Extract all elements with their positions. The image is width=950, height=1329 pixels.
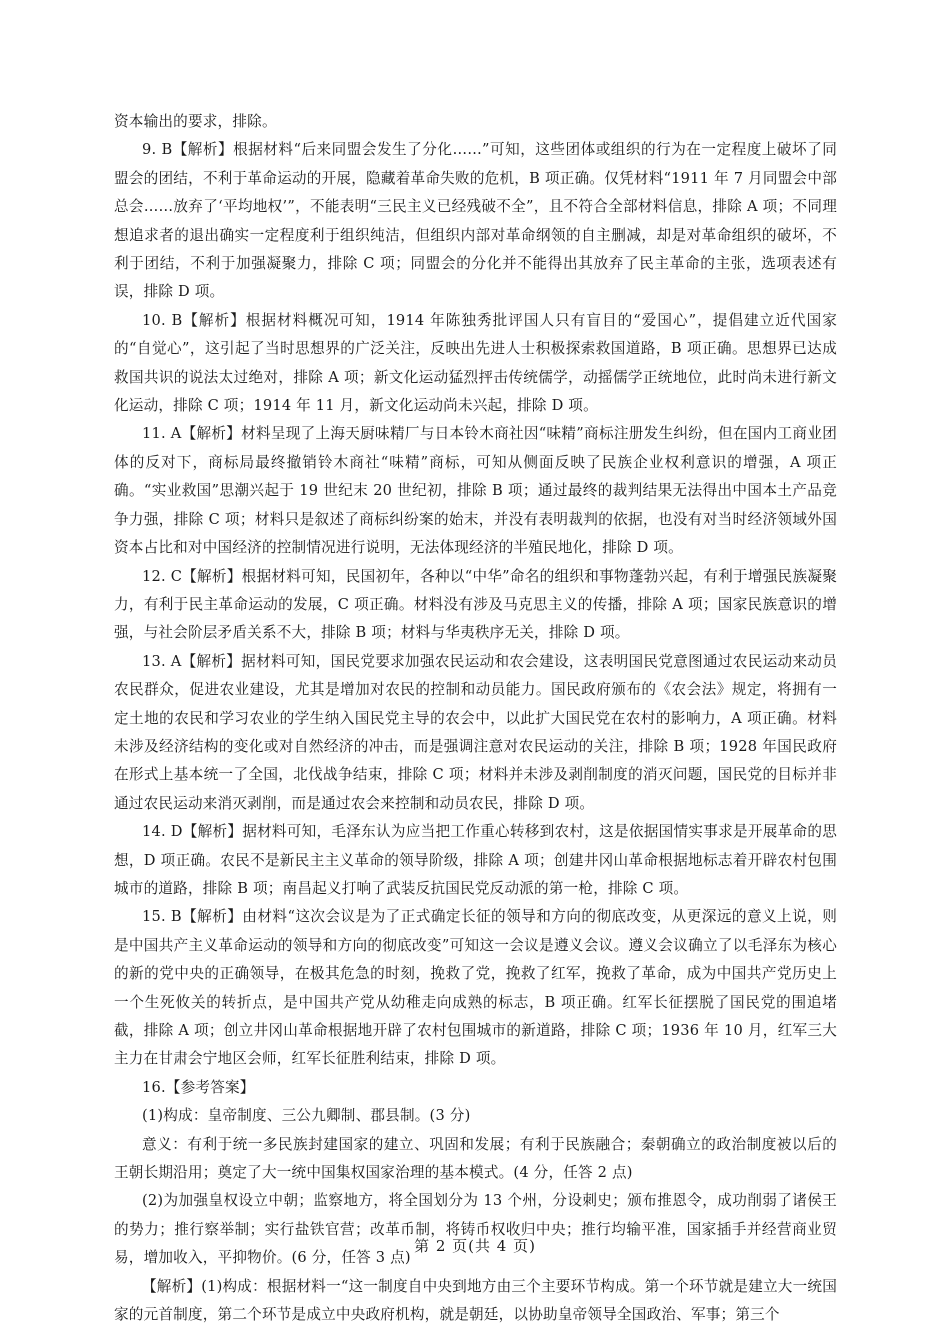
paragraph-answer-16-analysis: 【解析】(1)构成：根据材料一“这一制度自中央到地方由三个主要环节构成。第一个环节就是建立大一统国家的元首制度，第二个环节是成立中央政府机构，就是朝廷，以协助皇帝领导全国政治、军事；第三个 [114, 1277, 837, 1324]
paragraph-0: 资本输出的要求，排除。 [114, 113, 277, 130]
paragraph-answer-10: 10. B【解析】根据材料概况可知，1914 年陈独秀批评国人只有盲目的“爱国心”，提倡建立近代国家的“自觉心”，这引起了当时思想界的广泛关注，反映出先进人士积极探索救国道路，B 项正确。思想界已达成救国共识的说法太过绝对，排除 A 项；新文化运动猛烈抨击传统儒学，动摇儒学正统地位，此时尚未进行新文化运动，排除 C 项；1914 年 11 月，新文化运动尚未兴起，排除 D 项。 [114, 311, 837, 415]
paragraph-answer-12: 12. C【解析】根据材料可知，民国初年，各种以“中华”命名的组织和事物蓬勃兴起，有利于增强民族凝聚力，有利于民主革命运动的发展，C 项正确。材料没有涉及马克思主义的传播，排除 A 项；国家民族意识的增强，与社会阶层矛盾关系不大，排除 B 项；材料与华夷秩序无关，排除 D 项。 [114, 567, 837, 642]
paragraph-answer-15: 15. B【解析】由材料“这次会议是为了正式确定长征的领导和方向的彻底改变，从更深远的意义上说，则是中国共产主义革命运动的领导和方向的彻底改变”可知这一会议是遵义会议。遵义会议确立了以毛泽东为核心的新的党中央的正确领导，在极其危急的时刻，挽救了党，挽救了红军，挽救了革命，成为中国共产党历史上一个生死攸关的转折点，是中国共产党从幼稚走向成熟的标志，B 项正确。红军长征摆脱了国民党的围追堵截，排除 A 项；创立井冈山革命根据地开辟了农村包围城市的新道路，排除 C 项；1936 年 10 月，红军三大主力在甘肃会宁地区会师，红军长征胜利结束，排除 D 项。 [114, 908, 837, 1068]
paragraph-answer-9: 9. B【解析】根据材料“后来同盟会发生了分化……”可知，这些团体或组织的行为在一定程度上破坏了同盟会的团结，不利于革命运动的开展，隐藏着革命失败的危机，B 项正确。仅凭材料“1911 年 7 月同盟会中部总会……放弃了‘平均地权’”，不能表明“三民主义已经残破不全”，且不符合全部材料信息，排除 A 项；不同理想追求者的退出确实一定程度利于组织纯洁，但组织内部对革命纲领的自主删减，却是对革命组织的破坏，不利于团结，不利于加强凝聚力，排除 C 项；同盟会的分化并不能得出其放弃了民主革命的主张，选项表述有误，排除 D 项。 [114, 141, 837, 301]
paragraph-answer-16-part2: (2)为加强皇权设立中朝；监察地方，将全国划分为 13 个州，分设刺史；颁布推恩令，成功削弱了诸侯王的势力；推行察举制；实行盐铁官营；改革币制，将铸币权收归中央；推行均输平准，国家插手并经营商业贸易，增加收入，平抑物价。(6 分，任答 3 点) [114, 1192, 837, 1267]
document-body [114, 108, 837, 1329]
page-footer: 第 2 页(共 4 页) [414, 1237, 536, 1255]
paragraph-answer-16-significance: 意义：有利于统一多民族封建国家的建立、巩固和发展；有利于民族融合；秦朝确立的政治制度被以后的王朝长期沿用；奠定了大一统中国集权国家治理的基本模式。(4 分，任答 2 点) [114, 1135, 837, 1182]
paragraph-answer-16-heading: 16.【参考答案】 [142, 1078, 255, 1096]
paragraph-answer-16-part1: (1)构成：皇帝制度、三公九卿制、郡县制。(3 分) [142, 1107, 471, 1125]
paragraph-answer-11: 11. A【解析】材料呈现了上海天厨味精厂与日本铃木商社因“味精”商标注册发生纠纷，但在国内工商业团体的反对下，商标局最终撤销铃木商社“味精”商标，可知从侧面反映了民族企业权利意识的增强，A 项正确。“实业救国”思潮兴起于 19 世纪末 20 世纪初，排除 B 项；通过最终的裁判结果无法得出中国本土产品竞争力强，排除 C 项；材料只是叙述了商标纠纷案的始末，并没有表明裁判的依据，也没有对当时经济领域外国资本占比和对中国经济的控制情况进行说明，无法体现经济的半殖民地化，排除 D 项。 [114, 425, 837, 557]
paragraph-answer-14: 14. D【解析】据材料可知，毛泽东认为应当把工作重心转移到农村，这是依据国情实事求是开展革命的思想，D 项正确。农民不是新民主主义革命的领导阶级，排除 A 项；创建井冈山革命根据地标志着开辟农村包围城市的道路，排除 B 项；南昌起义打响了武装反抗国民党反动派的第一枪，排除 C 项。 [114, 823, 837, 897]
paragraph-answer-13: 13. A【解析】据材料可知，国民党要求加强农民运动和农会建设，这表明国民党意图通过农民运动来动员农民群众，促进农业建设，尤其是增加对农民的控制和动员能力。国民政府颁布的《农会法》规定，将拥有一定土地的农民和学习农业的学生纳入国民党主导的农会中，以此扩大国民党在农村的影响力，A 项正确。材料未涉及经济结构的变化或对自然经济的冲击，而是强调注意对农民运动的关注，排除 B 项；1928 年国民政府在形式上基本统一了全国，北伐战争结束，排除 C 项；材料并未涉及剥削制度的消灭问题，国民党的目标并非通过农民运动来消灭剥削，而是通过农会来控制和动员农民，排除 D 项。 [114, 652, 837, 812]
